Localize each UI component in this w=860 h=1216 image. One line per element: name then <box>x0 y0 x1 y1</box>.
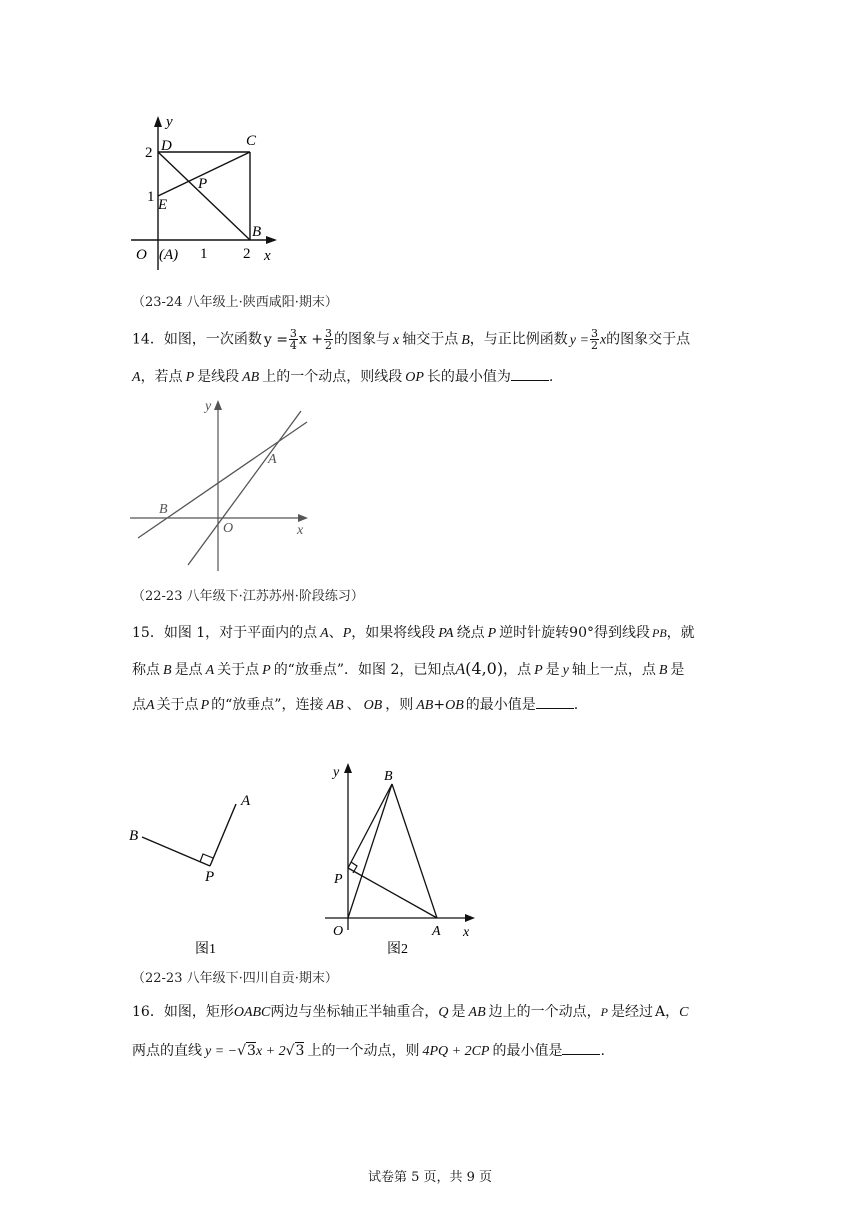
segment-OB <box>348 784 392 918</box>
label-A: A <box>268 452 277 467</box>
question-16-line2: 两点的直线 y = −√3x + 2√3 上的一个动点，则 4PQ + 2CP 的最小值是 . <box>132 1040 605 1063</box>
label-P: P <box>198 176 208 192</box>
sqrt-symbol: √ <box>285 1043 295 1059</box>
question-15-line1: 15．如图 1，对于平面内的点 A、P，如果将线段 PA 绕点 P 逆时针旋转90°得到线段 PB，就 <box>132 625 695 641</box>
label-A: A <box>432 924 441 939</box>
fraction-3-4: $\frac{3}{4}$ <box>289 327 297 352</box>
segment-PA <box>210 804 236 866</box>
label-A-paren: (A) <box>159 247 179 263</box>
x-axis-arrow-icon <box>298 514 308 522</box>
label-1-x: 1 <box>200 246 208 262</box>
figure-q15-1 <box>125 785 265 965</box>
label-C: C <box>246 133 257 149</box>
label-P: P <box>334 872 343 887</box>
y-axis-arrow-icon <box>154 116 162 127</box>
label-x: x <box>463 925 470 940</box>
label-O: O <box>136 247 147 263</box>
source-note-q13: （23-24 八年级上·陕西咸阳·期末） <box>132 295 338 310</box>
label-B: B <box>384 769 393 784</box>
question-16-line1: 16．如图，矩形OABC两边与坐标轴正半轴重合，Q 是 AB 边上的一个动点，P 是经过 A，C <box>132 1004 689 1020</box>
x-axis-arrow-icon <box>266 236 277 244</box>
label-x: x <box>264 248 271 264</box>
label-B: B <box>252 224 262 240</box>
question-15-line2: 称点 B 是点 A 关于点 P 的“放垂点”．如图 2，已知点A(4,0)，点 P 是 y 轴上一点，点 B 是 <box>132 659 685 678</box>
caption-fig1: 图1 <box>195 942 216 957</box>
line-OA <box>188 411 301 565</box>
label-E: E <box>158 197 168 213</box>
right-angle-mark <box>351 862 357 873</box>
y-axis-arrow-icon <box>344 763 352 773</box>
label-B: B <box>129 828 139 844</box>
question-14-line2: A，若点 P 是线段 AB 上的一个动点，则线段 OP 长的最小值为 . <box>132 366 553 389</box>
label-y: y <box>166 114 173 130</box>
right-angle-mark <box>200 854 213 862</box>
answer-blank <box>511 366 549 381</box>
y-axis-arrow-icon <box>214 400 222 410</box>
fraction-3-2-b: $\frac{3}{2}$ <box>590 327 598 352</box>
figure-q14 <box>125 395 315 575</box>
source-note-q14: （22-23 八年级下·江苏苏州·阶段练习） <box>132 589 364 604</box>
caption-fig2: 图2 <box>387 942 408 957</box>
figure-q13 <box>125 112 285 272</box>
answer-blank <box>562 1040 600 1055</box>
segment-PB <box>348 784 392 868</box>
question-15-line3: 点A 关于点 P 的“放垂点”，连接 AB 、 OB ，则 AB+OB 的最小值是 . <box>132 694 578 717</box>
label-x: x <box>297 523 304 538</box>
sqrt-symbol: √ <box>237 1043 247 1059</box>
figure-q15-2 <box>320 758 480 958</box>
label-P: P <box>205 869 215 885</box>
page-footer: 试卷第 5 页，共 9 页 <box>367 1170 493 1185</box>
label-2-x: 2 <box>243 246 251 262</box>
label-y: y <box>333 765 340 780</box>
label-D: D <box>161 138 172 154</box>
label-2-y: 2 <box>145 145 153 161</box>
label-B: B <box>159 502 168 517</box>
x-axis-arrow-icon <box>465 914 475 922</box>
label-O: O <box>333 924 344 939</box>
label-y: y <box>205 399 212 414</box>
segment-AB <box>392 784 437 918</box>
question-14-line1: 14．如图，一次函数 y = $\frac{3}{4}$ x + $\frac{3}{2}$ 的图象与 x 轴交于点 B，与正比例函数 y = $\frac{3}{2}$ x的图象交于点 <box>132 327 691 352</box>
label-O: O <box>223 521 234 536</box>
label-1-y: 1 <box>147 189 155 205</box>
answer-blank <box>536 694 574 709</box>
label-A: A <box>241 793 251 809</box>
fraction-3-2: $\frac{3}{2}$ <box>325 327 332 352</box>
source-note-q15: （22-23 八年级下·四川自贡·期末） <box>132 971 338 986</box>
segment-DB <box>158 152 250 240</box>
